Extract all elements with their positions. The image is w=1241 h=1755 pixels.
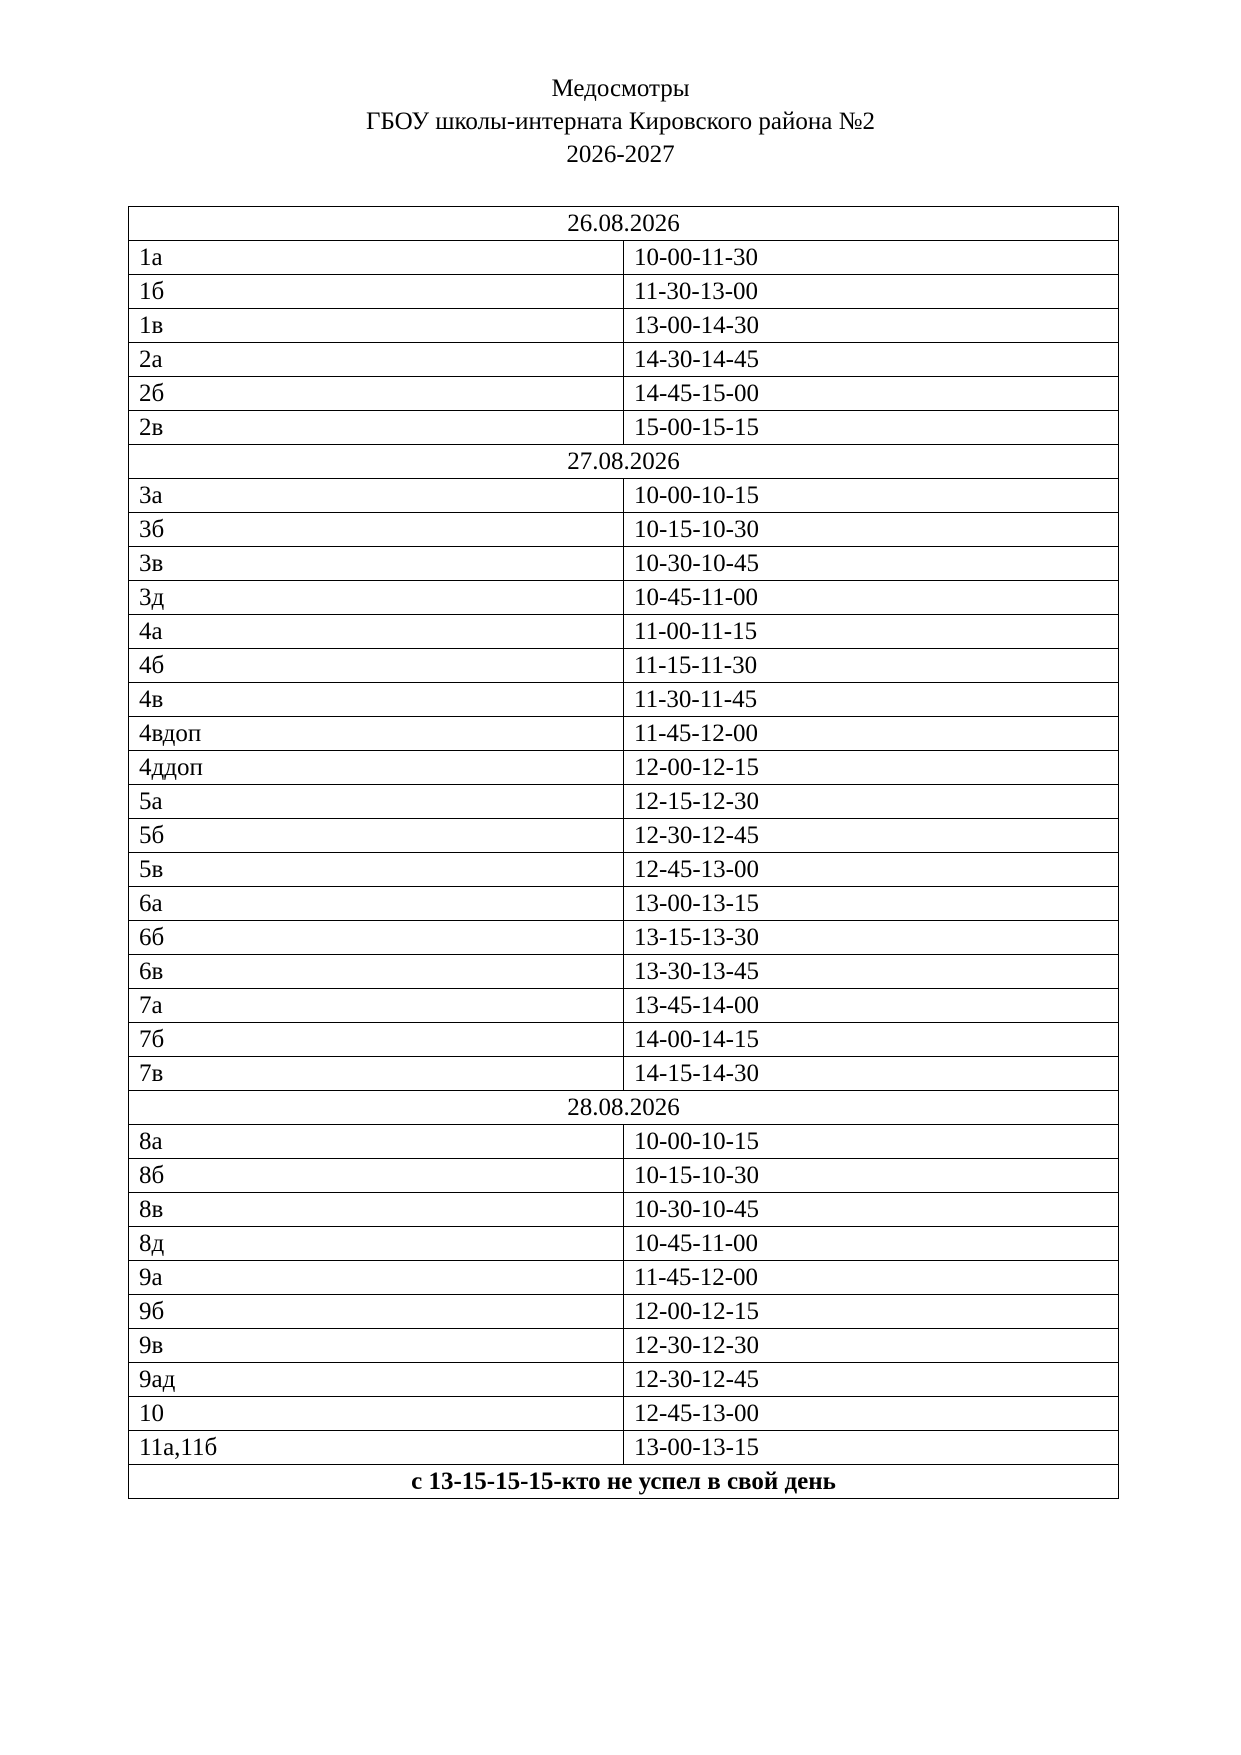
time-cell: 15-00-15-15 bbox=[624, 411, 1119, 445]
time-cell: 14-00-14-15 bbox=[624, 1023, 1119, 1057]
class-cell: 9б bbox=[129, 1295, 624, 1329]
institution-name: ГБОУ школы-интерната Кировского района №2 bbox=[366, 108, 875, 135]
schedule-body bbox=[129, 207, 1119, 1499]
class-cell: 1а bbox=[129, 241, 624, 275]
table-row bbox=[129, 615, 1119, 649]
class-cell: 1в bbox=[129, 309, 624, 343]
table-row bbox=[129, 887, 1119, 921]
time-cell: 12-30-12-45 bbox=[624, 1363, 1119, 1397]
class-cell: 1б bbox=[129, 275, 624, 309]
date-row bbox=[129, 445, 1119, 479]
time-cell: 13-00-13-15 bbox=[624, 1431, 1119, 1465]
time-cell: 11-30-11-45 bbox=[624, 683, 1119, 717]
class-cell: 3д bbox=[129, 581, 624, 615]
table-row bbox=[129, 1159, 1119, 1193]
time-cell: 12-00-12-15 bbox=[624, 1295, 1119, 1329]
school-year: 2026-2027 bbox=[566, 141, 675, 168]
time-cell: 11-15-11-30 bbox=[624, 649, 1119, 683]
time-cell: 10-30-10-45 bbox=[624, 547, 1119, 581]
time-cell: 12-45-13-00 bbox=[624, 1397, 1119, 1431]
table-row bbox=[129, 955, 1119, 989]
class-cell: 6в bbox=[129, 955, 624, 989]
time-cell: 11-45-12-00 bbox=[624, 717, 1119, 751]
time-cell: 12-15-12-30 bbox=[624, 785, 1119, 819]
table-row bbox=[129, 275, 1119, 309]
class-cell: 8а bbox=[129, 1125, 624, 1159]
date-heading: 26.08.2026 bbox=[129, 207, 1119, 241]
class-cell: 6б bbox=[129, 921, 624, 955]
time-cell: 10-00-11-30 bbox=[624, 241, 1119, 275]
date-heading: 27.08.2026 bbox=[129, 445, 1119, 479]
table-row bbox=[129, 343, 1119, 377]
class-cell: 7б bbox=[129, 1023, 624, 1057]
time-cell: 12-30-12-45 bbox=[624, 819, 1119, 853]
date-heading: 28.08.2026 bbox=[129, 1091, 1119, 1125]
time-cell: 10-00-10-15 bbox=[624, 479, 1119, 513]
table-row bbox=[129, 1057, 1119, 1091]
table-row bbox=[129, 1363, 1119, 1397]
time-cell: 10-45-11-00 bbox=[624, 1227, 1119, 1261]
time-cell: 11-00-11-15 bbox=[624, 615, 1119, 649]
time-cell: 14-15-14-30 bbox=[624, 1057, 1119, 1091]
class-cell: 3а bbox=[129, 479, 624, 513]
table-row bbox=[129, 1431, 1119, 1465]
class-cell: 2в bbox=[129, 411, 624, 445]
time-cell: 14-30-14-45 bbox=[624, 343, 1119, 377]
class-cell: 3б bbox=[129, 513, 624, 547]
table-row bbox=[129, 1329, 1119, 1363]
table-row bbox=[129, 581, 1119, 615]
class-cell: 8б bbox=[129, 1159, 624, 1193]
time-cell: 12-45-13-00 bbox=[624, 853, 1119, 887]
table-row bbox=[129, 1125, 1119, 1159]
class-cell: 5а bbox=[129, 785, 624, 819]
class-cell: 5в bbox=[129, 853, 624, 887]
table-row bbox=[129, 683, 1119, 717]
table-row bbox=[129, 377, 1119, 411]
class-cell: 6а bbox=[129, 887, 624, 921]
time-cell: 12-30-12-30 bbox=[624, 1329, 1119, 1363]
time-cell: 13-45-14-00 bbox=[624, 989, 1119, 1023]
table-row bbox=[129, 309, 1119, 343]
time-cell: 10-15-10-30 bbox=[624, 513, 1119, 547]
table-row bbox=[129, 785, 1119, 819]
time-cell: 10-45-11-00 bbox=[624, 581, 1119, 615]
table-row bbox=[129, 1261, 1119, 1295]
time-cell: 13-00-13-15 bbox=[624, 887, 1119, 921]
time-cell: 14-45-15-00 bbox=[624, 377, 1119, 411]
table-row bbox=[129, 717, 1119, 751]
table-row bbox=[129, 853, 1119, 887]
table-row bbox=[129, 1227, 1119, 1261]
table-row bbox=[129, 921, 1119, 955]
class-cell: 4ддоп bbox=[129, 751, 624, 785]
table-row bbox=[129, 411, 1119, 445]
document-title: Медосмотры bbox=[551, 75, 690, 102]
class-cell: 4а bbox=[129, 615, 624, 649]
class-cell: 9а bbox=[129, 1261, 624, 1295]
date-row bbox=[129, 1091, 1119, 1125]
schedule-table bbox=[128, 206, 1119, 1499]
table-row bbox=[129, 1295, 1119, 1329]
class-cell: 11а,11б bbox=[129, 1431, 624, 1465]
time-cell: 13-15-13-30 bbox=[624, 921, 1119, 955]
class-cell: 4вдоп bbox=[129, 717, 624, 751]
class-cell: 2б bbox=[129, 377, 624, 411]
time-cell: 10-30-10-45 bbox=[624, 1193, 1119, 1227]
table-row bbox=[129, 1397, 1119, 1431]
class-cell: 4б bbox=[129, 649, 624, 683]
time-cell: 13-00-14-30 bbox=[624, 309, 1119, 343]
class-cell: 7в bbox=[129, 1057, 624, 1091]
class-cell: 4в bbox=[129, 683, 624, 717]
time-cell: 10-00-10-15 bbox=[624, 1125, 1119, 1159]
table-row bbox=[129, 241, 1119, 275]
time-cell: 11-30-13-00 bbox=[624, 275, 1119, 309]
class-cell: 9ад bbox=[129, 1363, 624, 1397]
footer-row bbox=[129, 1465, 1119, 1499]
table-row bbox=[129, 1193, 1119, 1227]
table-row bbox=[129, 479, 1119, 513]
table-row bbox=[129, 751, 1119, 785]
time-cell: 12-00-12-15 bbox=[624, 751, 1119, 785]
footer-note: с 13-15-15-15-кто не успел в свой день bbox=[129, 1465, 1119, 1499]
table-row bbox=[129, 1023, 1119, 1057]
time-cell: 10-15-10-30 bbox=[624, 1159, 1119, 1193]
time-cell: 11-45-12-00 bbox=[624, 1261, 1119, 1295]
table-row bbox=[129, 649, 1119, 683]
class-cell: 8д bbox=[129, 1227, 624, 1261]
class-cell: 8в bbox=[129, 1193, 624, 1227]
table-row bbox=[129, 547, 1119, 581]
class-cell: 5б bbox=[129, 819, 624, 853]
table-row bbox=[129, 513, 1119, 547]
class-cell: 7а bbox=[129, 989, 624, 1023]
class-cell: 10 bbox=[129, 1397, 624, 1431]
table-row bbox=[129, 819, 1119, 853]
document-header bbox=[0, 72, 1241, 171]
class-cell: 2а bbox=[129, 343, 624, 377]
class-cell: 3в bbox=[129, 547, 624, 581]
date-row bbox=[129, 207, 1119, 241]
table-row bbox=[129, 989, 1119, 1023]
time-cell: 13-30-13-45 bbox=[624, 955, 1119, 989]
class-cell: 9в bbox=[129, 1329, 624, 1363]
